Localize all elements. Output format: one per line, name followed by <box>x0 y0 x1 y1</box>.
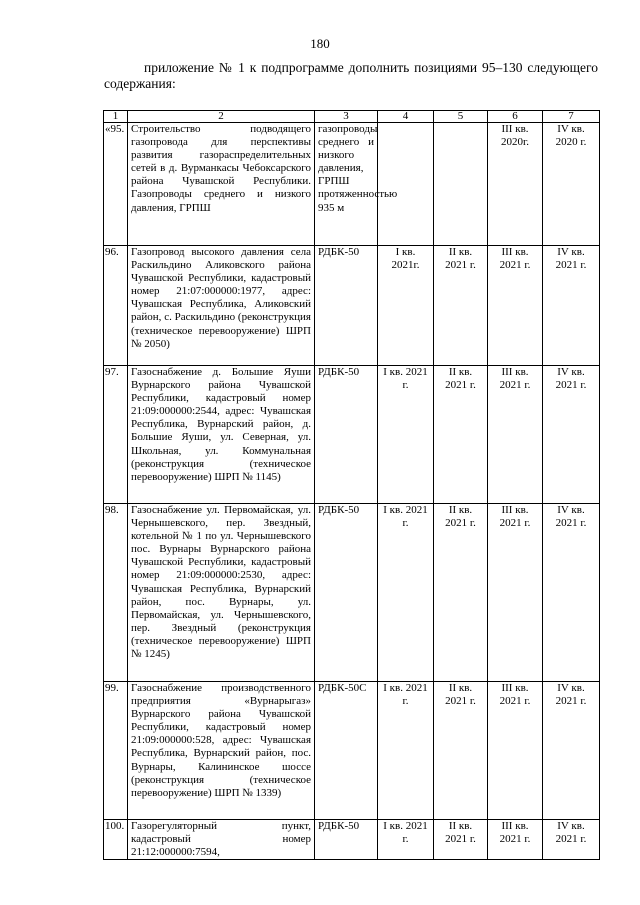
quarter-2: II кв. 2021 г. <box>434 246 488 366</box>
column-header: 7 <box>543 111 600 123</box>
quarter-4: IV кв. 2020 г. <box>543 123 600 246</box>
quarter-2: II кв. 2021 г. <box>434 504 488 682</box>
positions-table <box>103 110 600 860</box>
table-row <box>104 123 600 246</box>
quarter-3: III кв. 2021 г. <box>488 504 543 682</box>
equipment-type: РДБК-50 <box>315 820 378 860</box>
table-row <box>104 246 600 366</box>
quarter-3: III кв. 2021 г. <box>488 246 543 366</box>
row-number: 98. <box>104 504 128 682</box>
quarter-3: III кв. 2020г. <box>488 123 543 246</box>
equipment-type: РДБК-50 <box>315 246 378 366</box>
table-row <box>104 504 600 682</box>
table-row <box>104 820 600 860</box>
table-row <box>104 682 600 820</box>
intro-paragraph: приложение № 1 к подпрограмме дополнить позициями 95–130 следующего содержания: <box>104 60 598 91</box>
quarter-2: II кв. 2021 г. <box>434 366 488 504</box>
object-description: Строительство подводящего газопровода для перспективы развития газораспределительных сетей в д. Вурманкасы Чебоксарского района Чувашской Республики. Газопроводы среднего и низкого давления, ГРПШ <box>128 123 315 246</box>
quarter-2: II кв. 2021 г. <box>434 820 488 860</box>
quarter-4: IV кв. 2021 г. <box>543 504 600 682</box>
column-header: 4 <box>378 111 434 123</box>
column-header: 1 <box>104 111 128 123</box>
column-header: 3 <box>315 111 378 123</box>
quarter-1: I кв. 2021г. <box>378 246 434 366</box>
equipment-type: РДБК-50 <box>315 366 378 504</box>
equipment-type: РДБК-50 <box>315 504 378 682</box>
column-header: 2 <box>128 111 315 123</box>
quarter-4: IV кв. 2021 г. <box>543 682 600 820</box>
quarter-3: III кв. 2021 г. <box>488 682 543 820</box>
object-description: Газопровод высокого давления села Раскильдино Аликовского района Чувашской Республики, кадастровый номер 21:07:000000:1977, адрес: Чувашская Республика, Аликовский район, с. Раскильдино (реконструкция (техническое перевооружение) ШРП № 2050) <box>128 246 315 366</box>
object-description: Газоснабжение производственного предприятия «Вурнарыгаз» Вурнарского района Чувашской Республики, кадастровый номер 21:09:000000:528, адрес: Чувашская Республика, Вурнарский район, пос. Вурнары, Калининское шоссе (реконструкция (техническое перевооружение) ШРП № 1339) <box>128 682 315 820</box>
row-number: «95. <box>104 123 128 246</box>
page-number: 180 <box>310 36 330 51</box>
quarter-1: I кв. 2021 г. <box>378 504 434 682</box>
quarter-3: III кв. 2021 г. <box>488 366 543 504</box>
object-description: Газоснабжение д. Большие Яуши Вурнарского района Чувашской Республики, кадастровый номер 21:09:000000:2544, адрес: Чувашская Республика, Вурнарский район, д. Большие Яуши, ул. Северная, ул. Школьная, ул. Коммунальная (реконструкция (техническое перевооружение) ШРП № 1145) <box>128 366 315 504</box>
row-number: 96. <box>104 246 128 366</box>
equipment-type: РДБК-50С <box>315 682 378 820</box>
table-row <box>104 366 600 504</box>
row-number: 97. <box>104 366 128 504</box>
quarter-2 <box>434 123 488 246</box>
quarter-2: II кв. 2021 г. <box>434 682 488 820</box>
quarter-4: IV кв. 2021 г. <box>543 820 600 860</box>
quarter-4: IV кв. 2021 г. <box>543 366 600 504</box>
column-header: 6 <box>488 111 543 123</box>
quarter-1: I кв. 2021 г. <box>378 820 434 860</box>
object-description: Газоснабжение ул. Первомайская, ул. Чернышевского, пер. Звездный, котельной № 1 по ул. Чернышевского пос. Вурнары Вурнарского района Чувашской Республики, кадастровый номер 21:09:000000:2530, адрес: Чувашская Республика, Вурнарский район, пос. Вурнары, ул. Первомайская, ул. Чернышевского, пер. Звездный (реконструкция (техническое перевооружение) ШРП № 1245) <box>128 504 315 682</box>
quarter-4: IV кв. 2021 г. <box>543 246 600 366</box>
object-description: Газорегуляторный пункт, кадастровый номер 21:12:000000:7594, <box>128 820 315 860</box>
quarter-1: I кв. 2021 г. <box>378 682 434 820</box>
table-header-row <box>104 111 600 123</box>
row-number: 100. <box>104 820 128 860</box>
quarter-1: I кв. 2021 г. <box>378 366 434 504</box>
quarter-1 <box>378 123 434 246</box>
row-number: 99. <box>104 682 128 820</box>
quarter-3: III кв. 2021 г. <box>488 820 543 860</box>
equipment-type: газопроводы среднего и низкого давления, ГРПШ протяженностью 935 м <box>315 123 378 246</box>
column-header: 5 <box>434 111 488 123</box>
